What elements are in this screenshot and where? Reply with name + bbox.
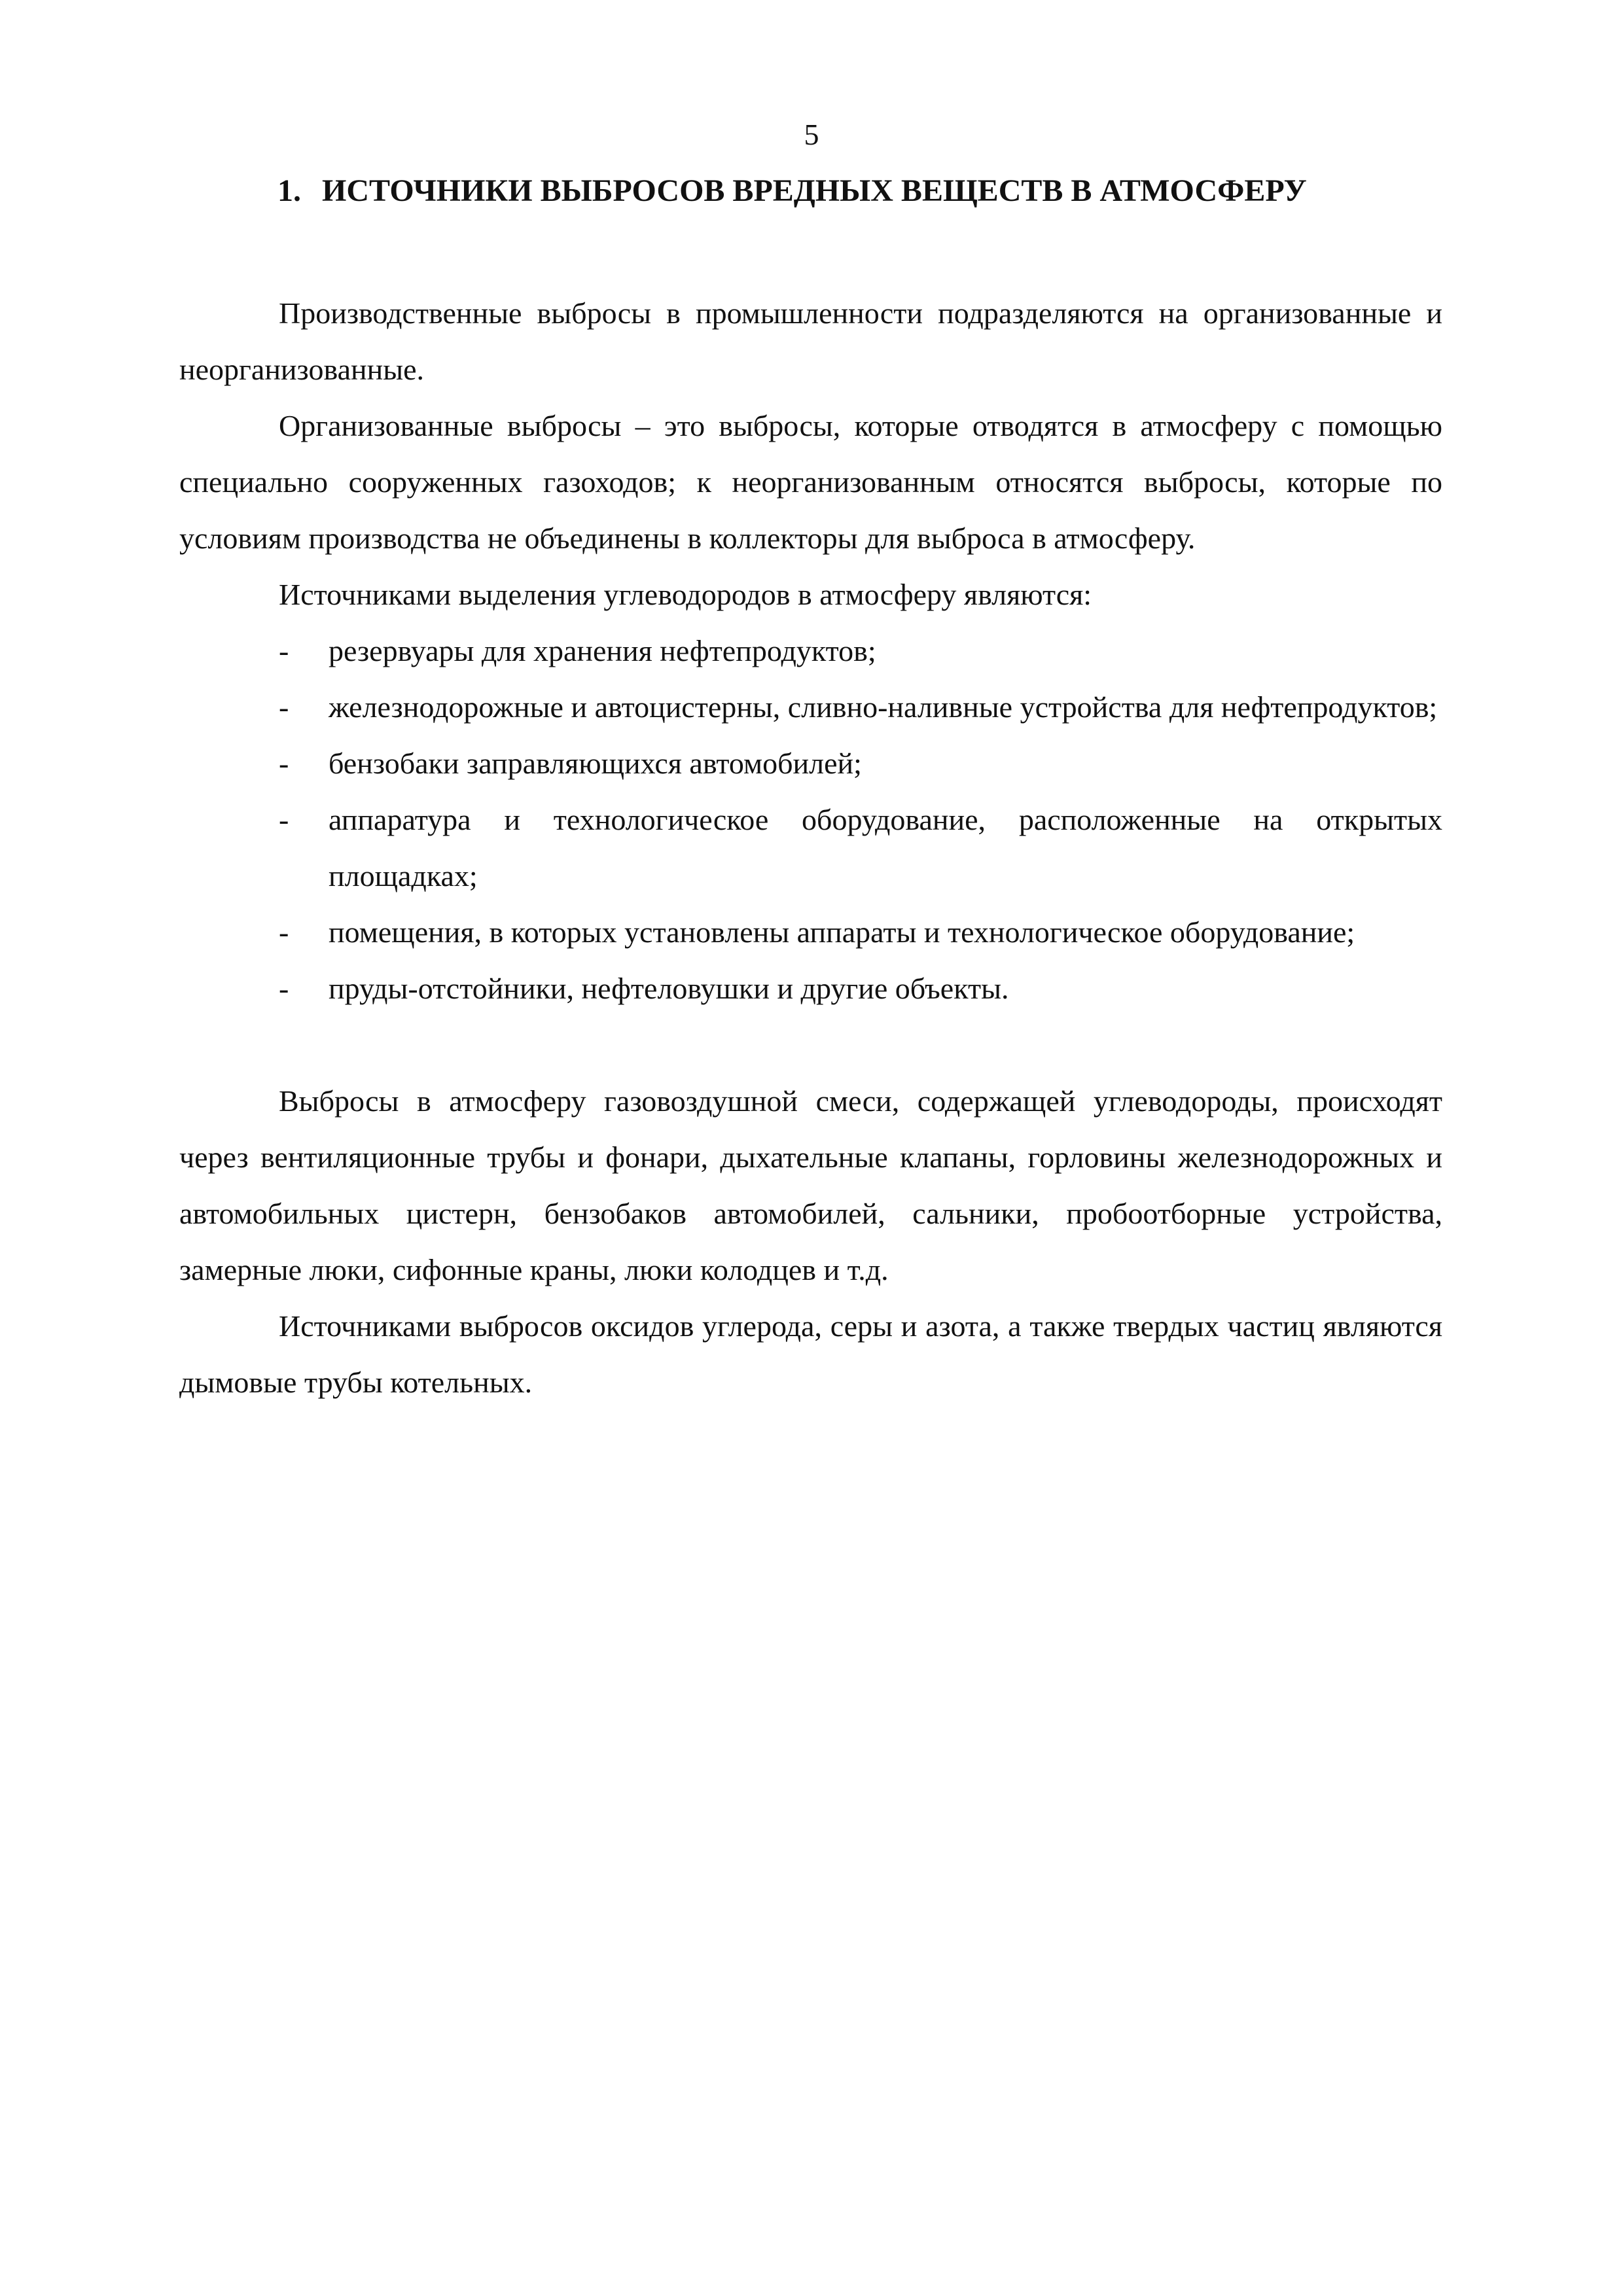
page-number: 5	[804, 118, 819, 151]
paragraph: Источниками выделения углеводородов в атмосферу являются:	[279, 578, 1092, 611]
list-marker: -	[279, 690, 289, 724]
body-text	[179, 285, 1442, 1411]
list-item-text: пруды-отстойники, нефтеловушки и другие объекты.	[329, 972, 1009, 1005]
list-item-text: аппаратура и технологическое оборудование, расположенные на открытых площадках;	[329, 803, 1442, 892]
section-title: ИСТОЧНИКИ ВЫБРОСОВ ВРЕДНЫХ ВЕЩЕСТВ В АТМОСФЕРУ	[322, 173, 1307, 208]
list-item	[179, 623, 1442, 679]
paragraph: Источниками выбросов оксидов углерода, серы и азота, а также твердых частиц являются дымовые трубы котельных.	[179, 1309, 1442, 1399]
list-marker: -	[279, 972, 289, 1005]
sources-list	[179, 623, 1442, 1017]
paragraph: Выбросы в атмосферу газовоздушной смеси, содержащей углеводороды, происходят через вентиляционные трубы и фонари, дыхательные клапаны, горловины железнодорожных и автомобильных цистерн, бензобаков автомобилей, сальники, пробоотборные устройства, замерные люки, сифонные краны, люки колодцев и т.д.	[179, 1084, 1442, 1286]
section-heading	[277, 171, 1455, 211]
list-item-text: железнодорожные и автоцистерны, сливно-наливные устройства для нефтепродуктов;	[329, 690, 1438, 724]
list-marker: -	[279, 915, 289, 949]
list-item	[179, 735, 1442, 792]
list-item-text: помещения, в которых установлены аппараты и технологическое оборудование;	[329, 915, 1355, 949]
blank-line	[179, 1017, 1442, 1073]
list-marker: -	[279, 634, 289, 667]
paragraph: Организованные выбросы – это выбросы, которые отводятся в атмосферу с помощью специально сооруженных газоходов; к неорганизованным относятся выбросы, которые по условиям производства не объединены в коллекторы для выброса в атмосферу.	[179, 409, 1442, 555]
list-item	[179, 904, 1442, 961]
list-item-text: резервуары для хранения нефтепродуктов;	[329, 634, 876, 667]
paragraph: Производственные выбросы в промышленности подразделяются на организованные и неорганизованные.	[179, 296, 1442, 386]
list-item	[179, 961, 1442, 1017]
section-number: 1.	[277, 173, 301, 208]
list-marker: -	[279, 747, 289, 780]
list-item	[179, 792, 1442, 904]
list-item-text: бензобаки заправляющихся автомобилей;	[329, 747, 862, 780]
list-marker: -	[279, 803, 289, 836]
list-item	[179, 679, 1442, 735]
